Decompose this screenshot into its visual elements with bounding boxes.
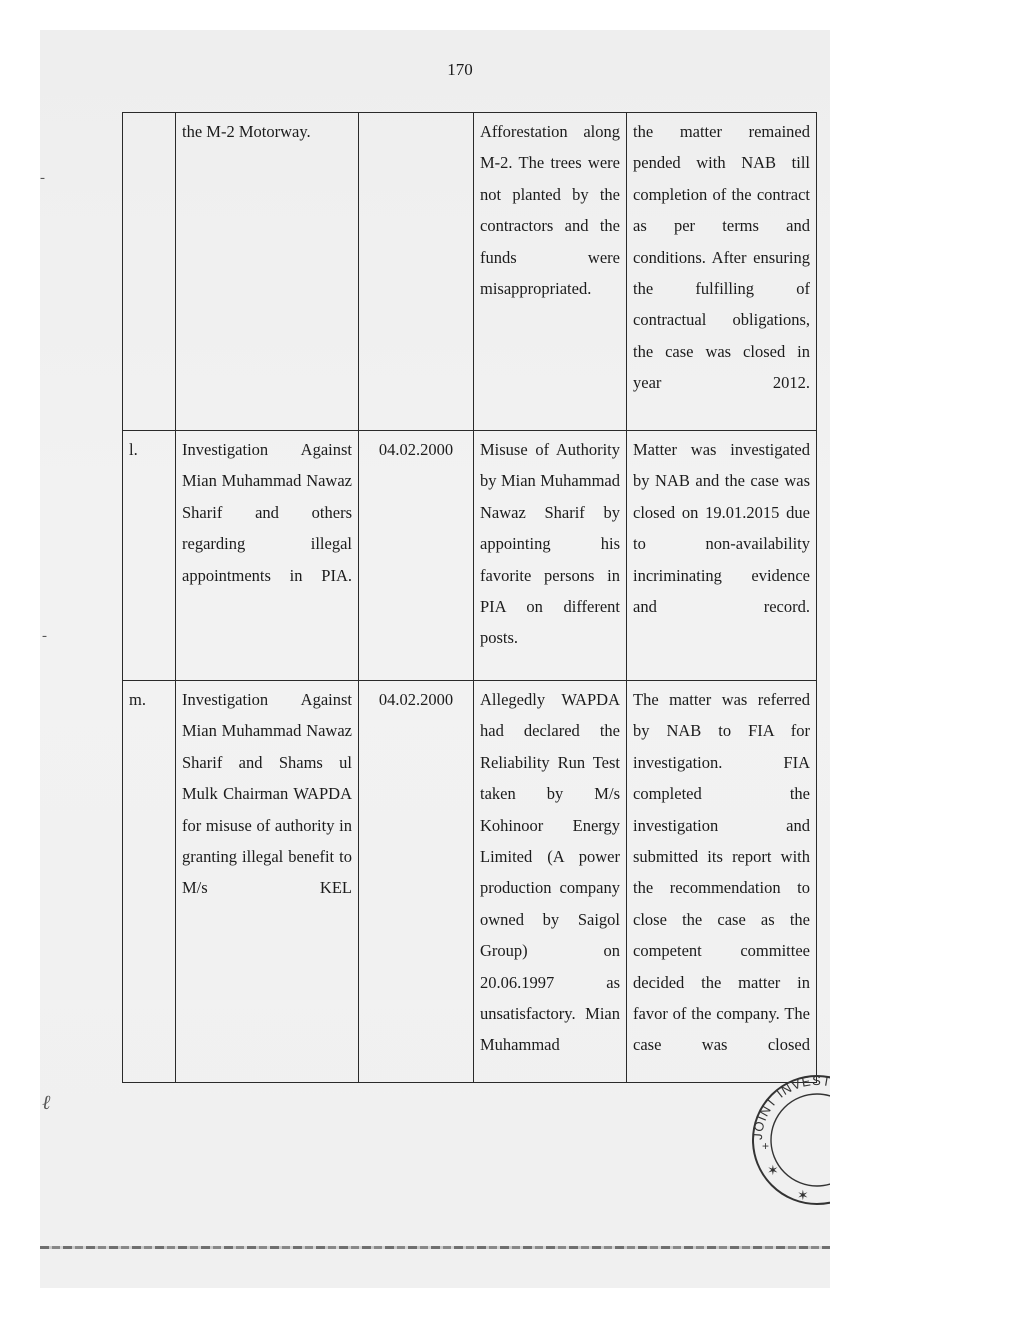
allegation-cell: Misuse of Authority by Mian Muhammad Nawaz Sharif by appointing his favorite persons in PIA on different posts.: [474, 431, 627, 681]
allegation-cell: Afforestation along M-2. The trees were not planted by the contractors and the funds were misappropriated.: [474, 113, 627, 431]
initials-mark: ℓ: [42, 1092, 51, 1114]
official-stamp-icon: [737, 1060, 883, 1220]
svg-text:+: +: [762, 1139, 770, 1153]
table-row: [123, 681, 817, 1083]
document-photo: [40, 30, 883, 1288]
table-row: [123, 431, 817, 681]
serial-cell: m.: [123, 681, 176, 1083]
allegation-cell: Allegedly WAPDA had declared the Reliability Run Test taken by M/s Kohinoor Energy Limited (A power production company owned by Saigol Group) on 20.06.1997 as unsatisfactory. Mian Muhammad: [474, 681, 627, 1083]
date-cell: [359, 113, 474, 431]
subject-cell: Investigation Against Mian Muhammad Nawaz Sharif and Shams ul Mulk Chairman WAPDA for misuse of authority in granting illegal benefit to M/s KEL: [176, 681, 359, 1083]
page-bottom-rule: [40, 1246, 830, 1249]
status-cell: The matter was referred by NAB to FIA for investigation. FIA completed the investigation and submitted its report with the recommendation to close the case as the competent committee decided the matter in favor of the company. The case was closed: [627, 681, 817, 1083]
stamp-text: JOINT INVESTIGATION: [749, 1073, 883, 1141]
serial-cell: [123, 113, 176, 431]
svg-text:JOINT INVESTIGATION: [749, 1073, 883, 1141]
date-cell: 04.02.2000: [359, 681, 474, 1083]
svg-text:✶: ✶: [767, 1162, 779, 1178]
svg-text:✶: ✶: [797, 1187, 809, 1203]
subject-cell: Investigation Against Mian Muhammad Nawaz Sharif and others regarding illegal appointments in PIA.: [176, 431, 359, 681]
subject-cell: the M-2 Motorway.: [176, 113, 359, 431]
table-row: [123, 113, 817, 431]
status-cell: the matter remained pended with NAB till completion of the contract as per terms and conditions. After ensuring the fulfilling of contractual obligations, the case was closed in year 2012.: [627, 113, 817, 431]
margin-mark: -: [40, 170, 45, 186]
status-cell: Matter was investigated by NAB and the case was closed on 19.01.2015 due to non-availability incriminating evidence and record.: [627, 431, 817, 681]
serial-cell: l.: [123, 431, 176, 681]
date-cell: 04.02.2000: [359, 431, 474, 681]
records-table: [122, 112, 817, 1083]
page-number: 170: [447, 60, 473, 79]
margin-mark: -: [42, 628, 47, 644]
